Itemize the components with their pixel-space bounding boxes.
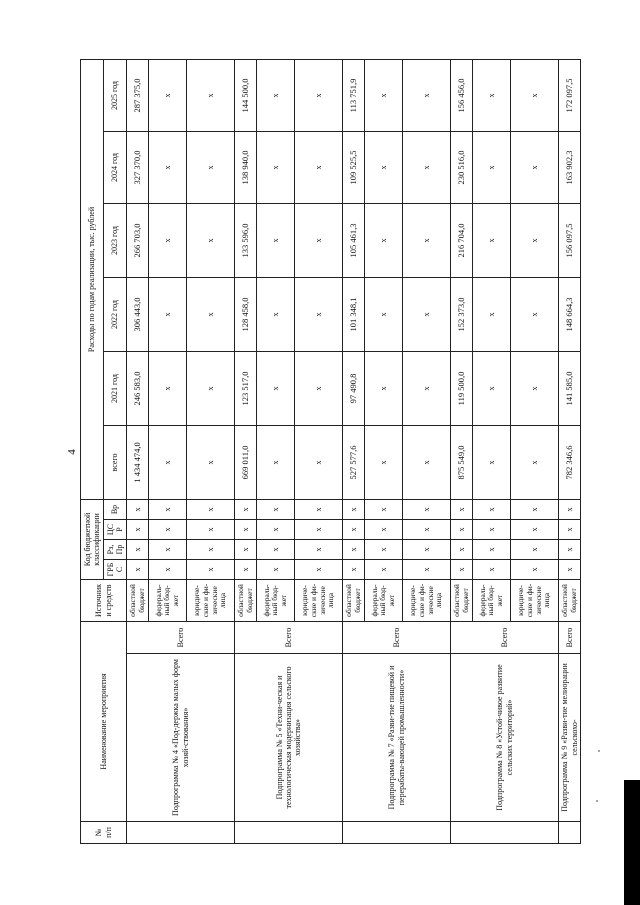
header-year-2021: 2021 год	[104, 351, 127, 425]
rotated-page	[64, 52, 579, 852]
year-cell: 101 348,1	[343, 277, 365, 351]
total-cell: x	[149, 425, 187, 499]
year-cell: x	[295, 203, 343, 277]
csr-cell: x	[127, 520, 149, 540]
year-cell: 123 517,0	[235, 351, 257, 425]
csr-cell: x	[295, 520, 343, 540]
year-cell: 216 704,0	[451, 203, 473, 277]
year-cell: 327 370,0	[127, 131, 149, 203]
total-cell: 782 346,6	[559, 425, 581, 499]
year-cell: x	[257, 277, 295, 351]
year-cell: x	[365, 351, 403, 425]
total-cell: x	[403, 425, 451, 499]
total-cell: x	[365, 425, 403, 499]
grbs-cell: x	[127, 560, 149, 580]
csr-cell: x	[257, 520, 295, 540]
year-cell: 266 703,0	[127, 203, 149, 277]
csr-cell: x	[365, 520, 403, 540]
year-cell: 113 751,9	[343, 59, 365, 131]
year-cell: x	[473, 351, 511, 425]
year-cell: x	[511, 277, 559, 351]
year-cell: x	[365, 203, 403, 277]
vr-cell: x	[127, 499, 149, 519]
year-cell: 138 940,0	[235, 131, 257, 203]
table-row	[451, 59, 473, 843]
source-cell: юридиче-ские и фи-зические лица	[403, 580, 451, 622]
year-cell: x	[187, 131, 235, 203]
year-cell: 128 458,0	[235, 277, 257, 351]
header-num: № п/п	[81, 822, 127, 844]
vr-cell: x	[451, 499, 473, 519]
csr-cell: x	[187, 520, 235, 540]
vr-cell: x	[511, 499, 559, 519]
year-cell: x	[295, 131, 343, 203]
year-cell: x	[511, 351, 559, 425]
rzpr-cell: x	[257, 540, 295, 560]
row-num	[127, 822, 235, 844]
grbs-cell: x	[365, 560, 403, 580]
header-rzpr: Рз, Пр	[104, 540, 127, 560]
year-cell: x	[473, 59, 511, 131]
rzpr-cell: x	[295, 540, 343, 560]
year-cell: x	[365, 131, 403, 203]
rzpr-cell: x	[343, 540, 365, 560]
header-csr: ЦСР	[104, 520, 127, 540]
year-cell: x	[295, 277, 343, 351]
rzpr-cell: x	[451, 540, 473, 560]
year-cell: x	[187, 59, 235, 131]
csr-cell: x	[343, 520, 365, 540]
rzpr-cell: x	[187, 540, 235, 560]
header-source: Источники средств	[81, 580, 127, 622]
year-cell: x	[403, 59, 451, 131]
year-cell: 287 375,0	[127, 59, 149, 131]
table-row	[343, 59, 365, 843]
grbs-cell: x	[511, 560, 559, 580]
source-cell: юридиче-ские и фи-зические лица	[295, 580, 343, 622]
grbs-cell: x	[235, 560, 257, 580]
source-cell: федераль-ный бюд-жет	[473, 580, 511, 622]
vr-cell: x	[257, 499, 295, 519]
grbs-cell: x	[403, 560, 451, 580]
year-cell: x	[295, 351, 343, 425]
table-row	[559, 59, 581, 843]
source-cell: федераль-ный бюд-жет	[365, 580, 403, 622]
scan-speck	[596, 800, 598, 802]
rzpr-cell: x	[149, 540, 187, 560]
total-cell: x	[295, 425, 343, 499]
vr-cell: x	[149, 499, 187, 519]
source-cell: областной бюджет	[235, 580, 257, 622]
grbs-cell: x	[149, 560, 187, 580]
scan-edge-mark	[624, 780, 640, 905]
year-cell: 156 456,0	[451, 59, 473, 131]
year-cell: x	[511, 59, 559, 131]
year-cell: 119 500,0	[451, 351, 473, 425]
total-cell: x	[257, 425, 295, 499]
vr-cell: x	[559, 499, 581, 519]
year-cell: 109 525,5	[343, 131, 365, 203]
year-cell: x	[149, 351, 187, 425]
source-cell: федераль-ный бюд-жет	[149, 580, 187, 622]
year-cell: x	[187, 203, 235, 277]
year-cell: 148 664,3	[559, 277, 581, 351]
year-cell: x	[365, 59, 403, 131]
csr-cell: x	[473, 520, 511, 540]
grbs-cell: x	[295, 560, 343, 580]
vr-cell: x	[187, 499, 235, 519]
vsego-label: Всего	[451, 622, 559, 654]
table-row	[235, 59, 257, 843]
vsego-label: Всего	[235, 622, 343, 654]
year-cell: 163 902,3	[559, 131, 581, 203]
rzpr-cell: x	[365, 540, 403, 560]
rzpr-cell: x	[235, 540, 257, 560]
rzpr-cell: x	[511, 540, 559, 560]
row-num	[235, 822, 343, 844]
rzpr-cell: x	[403, 540, 451, 560]
year-cell: x	[403, 351, 451, 425]
grbs-cell: x	[559, 560, 581, 580]
year-cell: x	[257, 351, 295, 425]
csr-cell: x	[149, 520, 187, 540]
grbs-cell: x	[343, 560, 365, 580]
year-cell: x	[149, 59, 187, 131]
grbs-cell: x	[257, 560, 295, 580]
year-cell: x	[473, 277, 511, 351]
total-cell: 669 011,0	[235, 425, 257, 499]
budget-table	[80, 59, 581, 844]
year-cell: 105 461,3	[343, 203, 365, 277]
header-year-2024: 2024 год	[104, 131, 127, 203]
vr-cell: x	[365, 499, 403, 519]
year-cell: x	[257, 203, 295, 277]
csr-cell: x	[235, 520, 257, 540]
source-cell: областной бюджет	[451, 580, 473, 622]
header-total: всего	[104, 425, 127, 499]
csr-cell: x	[511, 520, 559, 540]
year-cell: 306 443,0	[127, 277, 149, 351]
header-name: Наименование мероприятия	[81, 622, 127, 822]
row-num	[451, 822, 559, 844]
header-vr: Вр	[104, 499, 127, 519]
year-cell: 144 500,0	[235, 59, 257, 131]
year-cell: x	[473, 131, 511, 203]
source-cell: областной бюджет	[127, 580, 149, 622]
vsego-label: Всего	[559, 622, 581, 654]
source-cell: областной бюджет	[343, 580, 365, 622]
year-cell: x	[187, 351, 235, 425]
year-cell: 97 490,8	[343, 351, 365, 425]
total-cell: x	[473, 425, 511, 499]
csr-cell: x	[559, 520, 581, 540]
year-cell: 156 097,5	[559, 203, 581, 277]
source-cell: юридиче-ские и фи-зические лица	[511, 580, 559, 622]
total-cell: 527 577,6	[343, 425, 365, 499]
subprogram-name: Подпрограмма № 8 «Устой-чивое развитие сельских территорий»	[451, 654, 559, 822]
grbs-cell: x	[451, 560, 473, 580]
scan-speck	[598, 750, 600, 752]
year-cell: 133 596,0	[235, 203, 257, 277]
table-row	[127, 59, 149, 843]
vr-cell: x	[343, 499, 365, 519]
vr-cell: x	[235, 499, 257, 519]
year-cell: 246 583,0	[127, 351, 149, 425]
year-cell: 230 516,0	[451, 131, 473, 203]
total-cell: 1 434 474,0	[127, 425, 149, 499]
year-cell: x	[365, 277, 403, 351]
source-cell: областной бюджет	[559, 580, 581, 622]
year-cell: x	[403, 277, 451, 351]
vsego-label: Всего	[343, 622, 451, 654]
rzpr-cell: x	[127, 540, 149, 560]
year-cell: x	[149, 203, 187, 277]
header-expenses: Расходы по годам реализации, тыс. рублей	[81, 59, 104, 499]
row-num	[343, 822, 451, 844]
grbs-cell: x	[187, 560, 235, 580]
vr-cell: x	[473, 499, 511, 519]
year-cell: x	[473, 203, 511, 277]
year-cell: x	[511, 203, 559, 277]
year-cell: x	[257, 131, 295, 203]
vr-cell: x	[403, 499, 451, 519]
year-cell: 172 097,5	[559, 59, 581, 131]
header-kbk: Код бюджетной классификации	[81, 499, 104, 579]
header-grbs: ГРБС	[104, 560, 127, 580]
year-cell: x	[511, 131, 559, 203]
year-cell: x	[257, 59, 295, 131]
year-cell: x	[149, 131, 187, 203]
page-number: 4	[66, 449, 78, 455]
csr-cell: x	[451, 520, 473, 540]
header-year-2022: 2022 год	[104, 277, 127, 351]
year-cell: x	[187, 277, 235, 351]
total-cell: x	[187, 425, 235, 499]
row-num	[559, 822, 581, 844]
subprogram-name: Подпрограмма № 7 «Разви-тие пищевой и перерабаты-вающей промышленности»	[343, 654, 451, 822]
year-cell: 141 585,0	[559, 351, 581, 425]
source-cell: юридиче-ские и фи-зические лица	[187, 580, 235, 622]
csr-cell: x	[403, 520, 451, 540]
vr-cell: x	[295, 499, 343, 519]
subprogram-name: Подпрограмма № 9 «Разви-тие мелиорации сельскохо-	[559, 654, 581, 822]
vsego-label: Всего	[127, 622, 235, 654]
grbs-cell: x	[473, 560, 511, 580]
total-cell: x	[511, 425, 559, 499]
subprogram-name: Подпрограмма № 5 «Техни-ческая и технологическая модернизация сельского хозяйства»	[235, 654, 343, 822]
year-cell: x	[149, 277, 187, 351]
rzpr-cell: x	[559, 540, 581, 560]
year-cell: x	[403, 131, 451, 203]
year-cell: x	[403, 203, 451, 277]
rzpr-cell: x	[473, 540, 511, 560]
total-cell: 875 549,0	[451, 425, 473, 499]
source-cell: федераль-ный бюд-жет	[257, 580, 295, 622]
year-cell: 152 373,0	[451, 277, 473, 351]
header-year-2025: 2025 год	[104, 59, 127, 131]
year-cell: x	[295, 59, 343, 131]
subprogram-name: Подпрограмма № 4 «Под-держка малых форм хозяй-ствования»	[127, 654, 235, 822]
header-year-2023: 2023 год	[104, 203, 127, 277]
